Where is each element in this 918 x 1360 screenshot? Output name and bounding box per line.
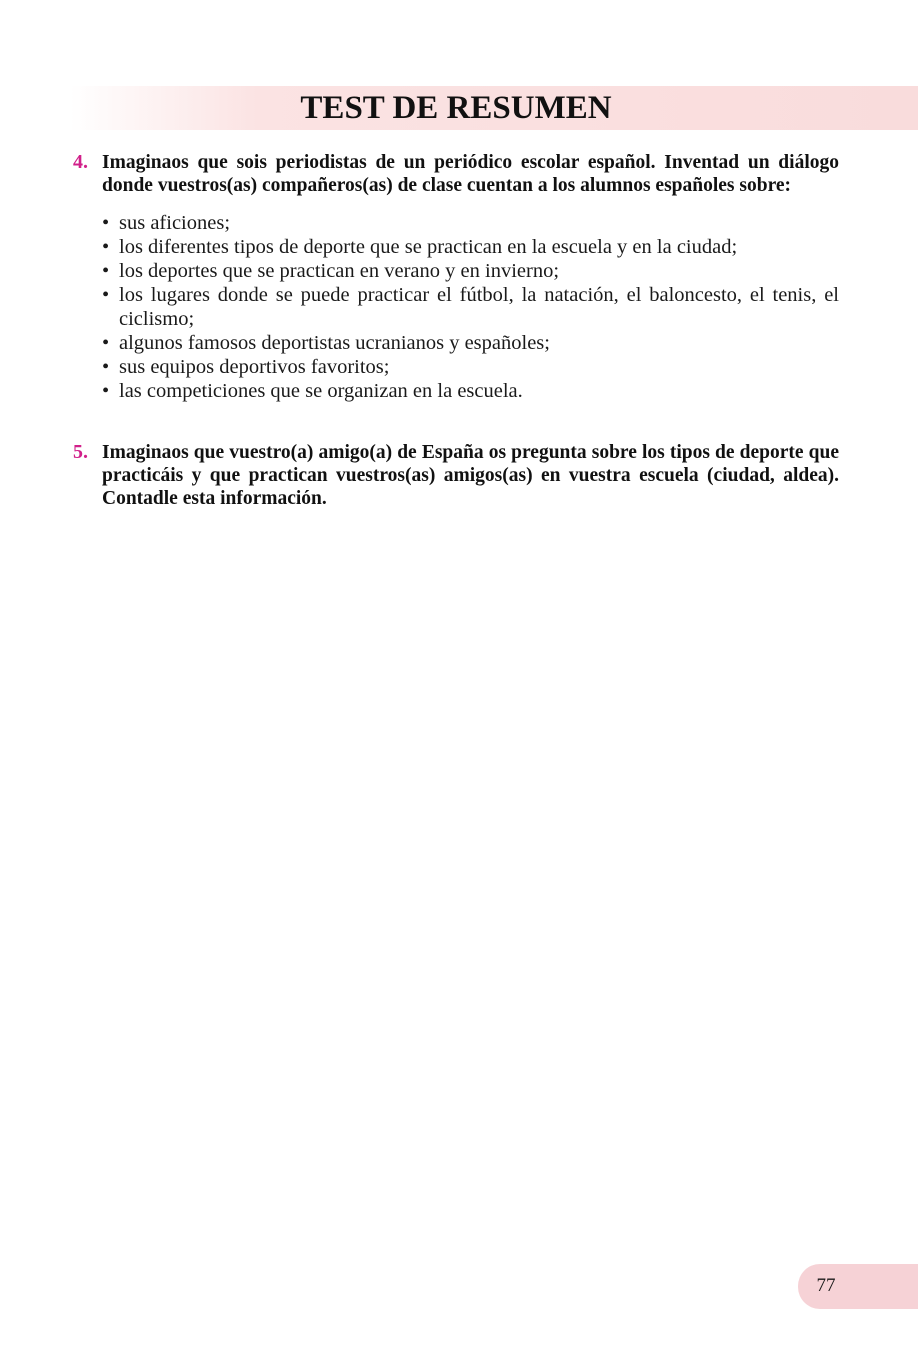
list-item bbox=[102, 211, 839, 235]
bullet-icon: • bbox=[102, 356, 110, 378]
list-item-text: las competiciones que se organizan en la escuela. bbox=[119, 380, 523, 402]
list-item-text: los lugares donde se puede practicar el fútbol, la natación, el baloncesto, el tenis, el ciclismo; bbox=[119, 284, 839, 330]
list-item bbox=[102, 331, 839, 355]
task-instruction: Imaginaos que vuestro(a) amigo(a) de España os pregunta sobre los tipos de deporte que practicáis y que practican vuestros(as) amigos(as) en vuestra escuela (ciudad, aldea). Contadle esta información. bbox=[102, 442, 839, 509]
task-number: 5. bbox=[73, 441, 88, 463]
list-item bbox=[102, 355, 839, 379]
task-number: 4. bbox=[73, 151, 88, 173]
list-item bbox=[102, 379, 839, 403]
list-item-text: los diferentes tipos de deporte que se practican en la escuela y en la ciudad; bbox=[119, 236, 738, 258]
bullet-icon: • bbox=[102, 212, 110, 234]
bullet-icon: • bbox=[102, 236, 110, 258]
list-item-text: los deportes que se practican en verano y en invierno; bbox=[119, 260, 560, 282]
bullet-icon: • bbox=[102, 332, 110, 354]
list-item-text: sus aficiones; bbox=[119, 212, 231, 234]
list-item-text: algunos famosos deportistas ucranianos y españoles; bbox=[119, 332, 550, 354]
bullet-icon: • bbox=[102, 260, 110, 282]
list-item bbox=[102, 259, 839, 283]
page-number: 77 bbox=[816, 1275, 836, 1296]
list-item bbox=[102, 235, 839, 259]
task-4 bbox=[73, 151, 839, 403]
task-instruction: Imaginaos que sois periodistas de un periódico escolar español. Inventad un diálogo donde vuestros(as) compañeros(as) de clase cuentan a los alumnos españoles sobre: bbox=[102, 152, 839, 196]
topic-list bbox=[102, 211, 839, 403]
bullet-icon: • bbox=[102, 284, 110, 306]
task-5 bbox=[73, 441, 839, 510]
list-item-text: sus equipos deportivos favoritos; bbox=[119, 356, 390, 378]
list-item bbox=[102, 283, 839, 331]
page-title: TEST DE RESUMEN bbox=[300, 90, 612, 126]
bullet-icon: • bbox=[102, 380, 110, 402]
